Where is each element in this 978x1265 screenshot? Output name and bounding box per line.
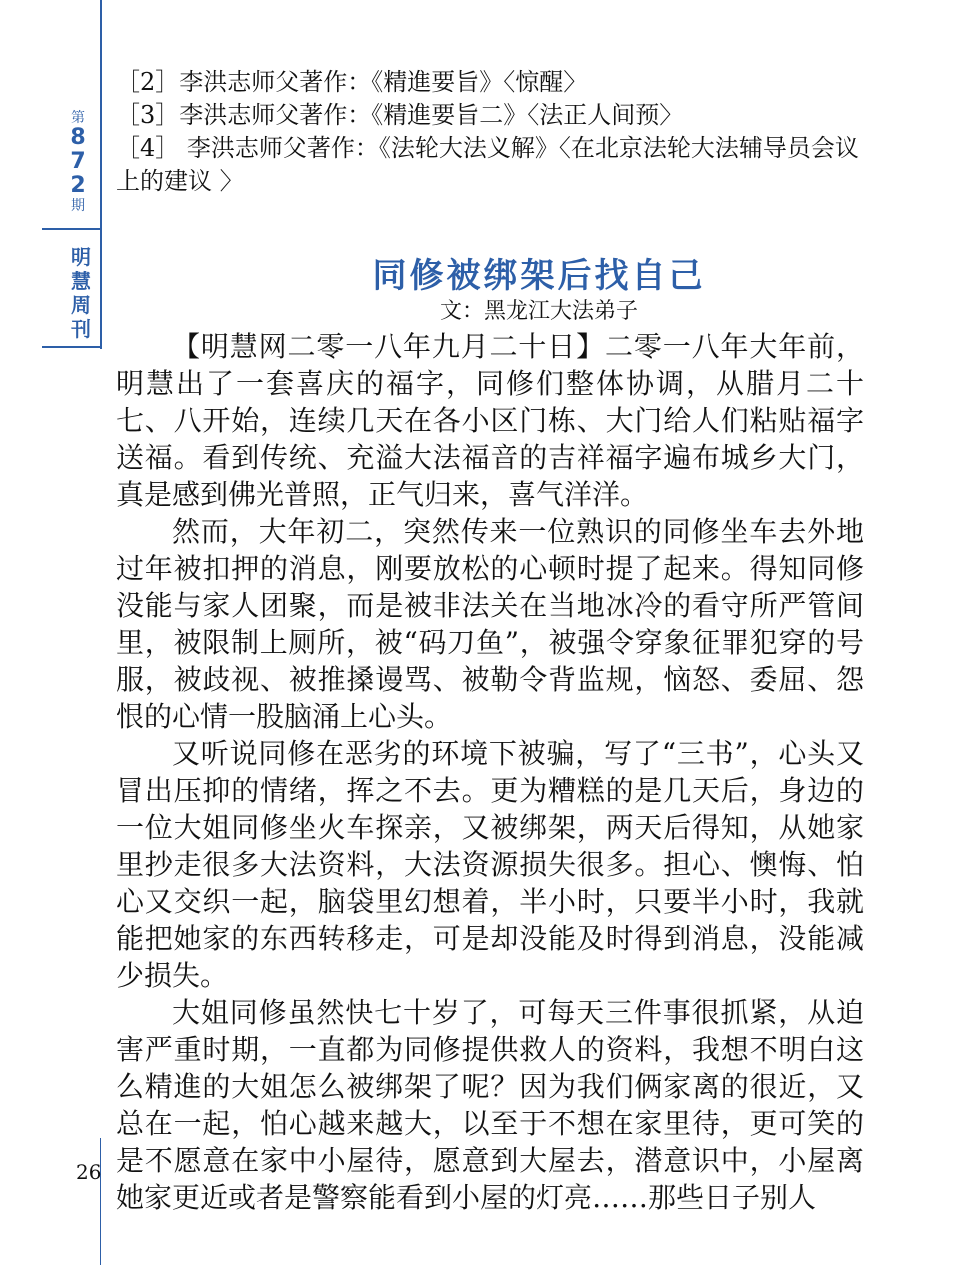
article-byline: 文：黑龙江大法弟子 [439, 299, 638, 324]
references [116, 66, 868, 198]
publication-char: 刊 [71, 317, 91, 341]
paragraph: 又听说同修在恶劣的环境下被骗，写了“三书”，心头又冒出压抑的情绪，挥之不去。更为糟糕的是几天后，身边的一位大姐同修坐火车探亲，又被绑架，两天后得知，从她家里抄走很多大法资料，大法资源损失很多。担心、懊悔、怕心又交织一起，脑袋里幻想着，半小时，只要半小时，我就能把她家的东西转移走，可是却没能及时得到消息，没能减少损失。 [116, 737, 864, 992]
issue-digit: 8 [70, 125, 86, 150]
publication-char: 周 [71, 293, 91, 317]
issue-suffix: 期 [71, 198, 85, 214]
reference-item: ［4］ 李洪志师父著作：《法轮大法义解》〈在北京法轮大法辅导员会议上的建议 〉 [116, 134, 859, 195]
publication-name [62, 245, 100, 341]
margin-line [100, 1138, 101, 1265]
paragraph: 大姐同修虽然快七十岁了，可每天三件事很抓紧，从迫害严重时期，一直都为同修提供救人的资料，我想不明白这么精進的大姐怎么被绑架了呢？因为我们俩家离的很近，又总在一起，怕心越来越大，以至于不想在家里待，更可笑的是不愿意在家中小屋待，愿意到大屋去，潜意识中，小屋离她家更近或者是警察能看到小屋的灯亮……那些日子别人 [116, 996, 864, 1214]
page-number: 26 [76, 1160, 102, 1184]
sidebar-divider [42, 346, 102, 348]
publication-char: 慧 [71, 269, 91, 293]
issue-digit: 2 [70, 173, 86, 198]
article-body [116, 328, 864, 1216]
paragraph: 然而，大年初二，突然传来一位熟识的同修坐车去外地过年被扣押的消息，刚要放松的心顿时提了起来。得知同修没能与家人团聚，而是被非法关在当地冰冷的看守所严管间里，被限制上厕所，被“码刀鱼”，被强令穿象征罪犯穿的号服，被歧视、被推搡谩骂、被勒令背监规，恼怒、委屈、怨恨的心情一股脑涌上心头。 [116, 515, 864, 733]
issue-digit: 7 [70, 149, 86, 174]
paragraph: 【明慧网二零一八年九月二十日】二零一八年大年前，明慧出了一套喜庆的福字，同修们整体协调，从腊月二十七、八开始，连续几天在各小区门栋、大门给人们粘贴福字送福。看到传统、充溢大法福音的吉祥福字遍布城乡大门，真是感到佛光普照，正气归来，喜气洋洋。 [116, 330, 864, 511]
issue-label [58, 110, 98, 214]
issue-prefix: 第 [71, 110, 85, 126]
sidebar-divider [42, 228, 102, 230]
reference-item: ［3］李洪志师父著作：《精進要旨二》〈法正人间预〉 [116, 101, 684, 129]
reference-item: ［2］李洪志师父著作：《精進要旨》〈惊醒〉 [116, 68, 588, 96]
article-title: 同修被绑架后找自己 [372, 256, 706, 296]
publication-char: 明 [71, 245, 91, 269]
